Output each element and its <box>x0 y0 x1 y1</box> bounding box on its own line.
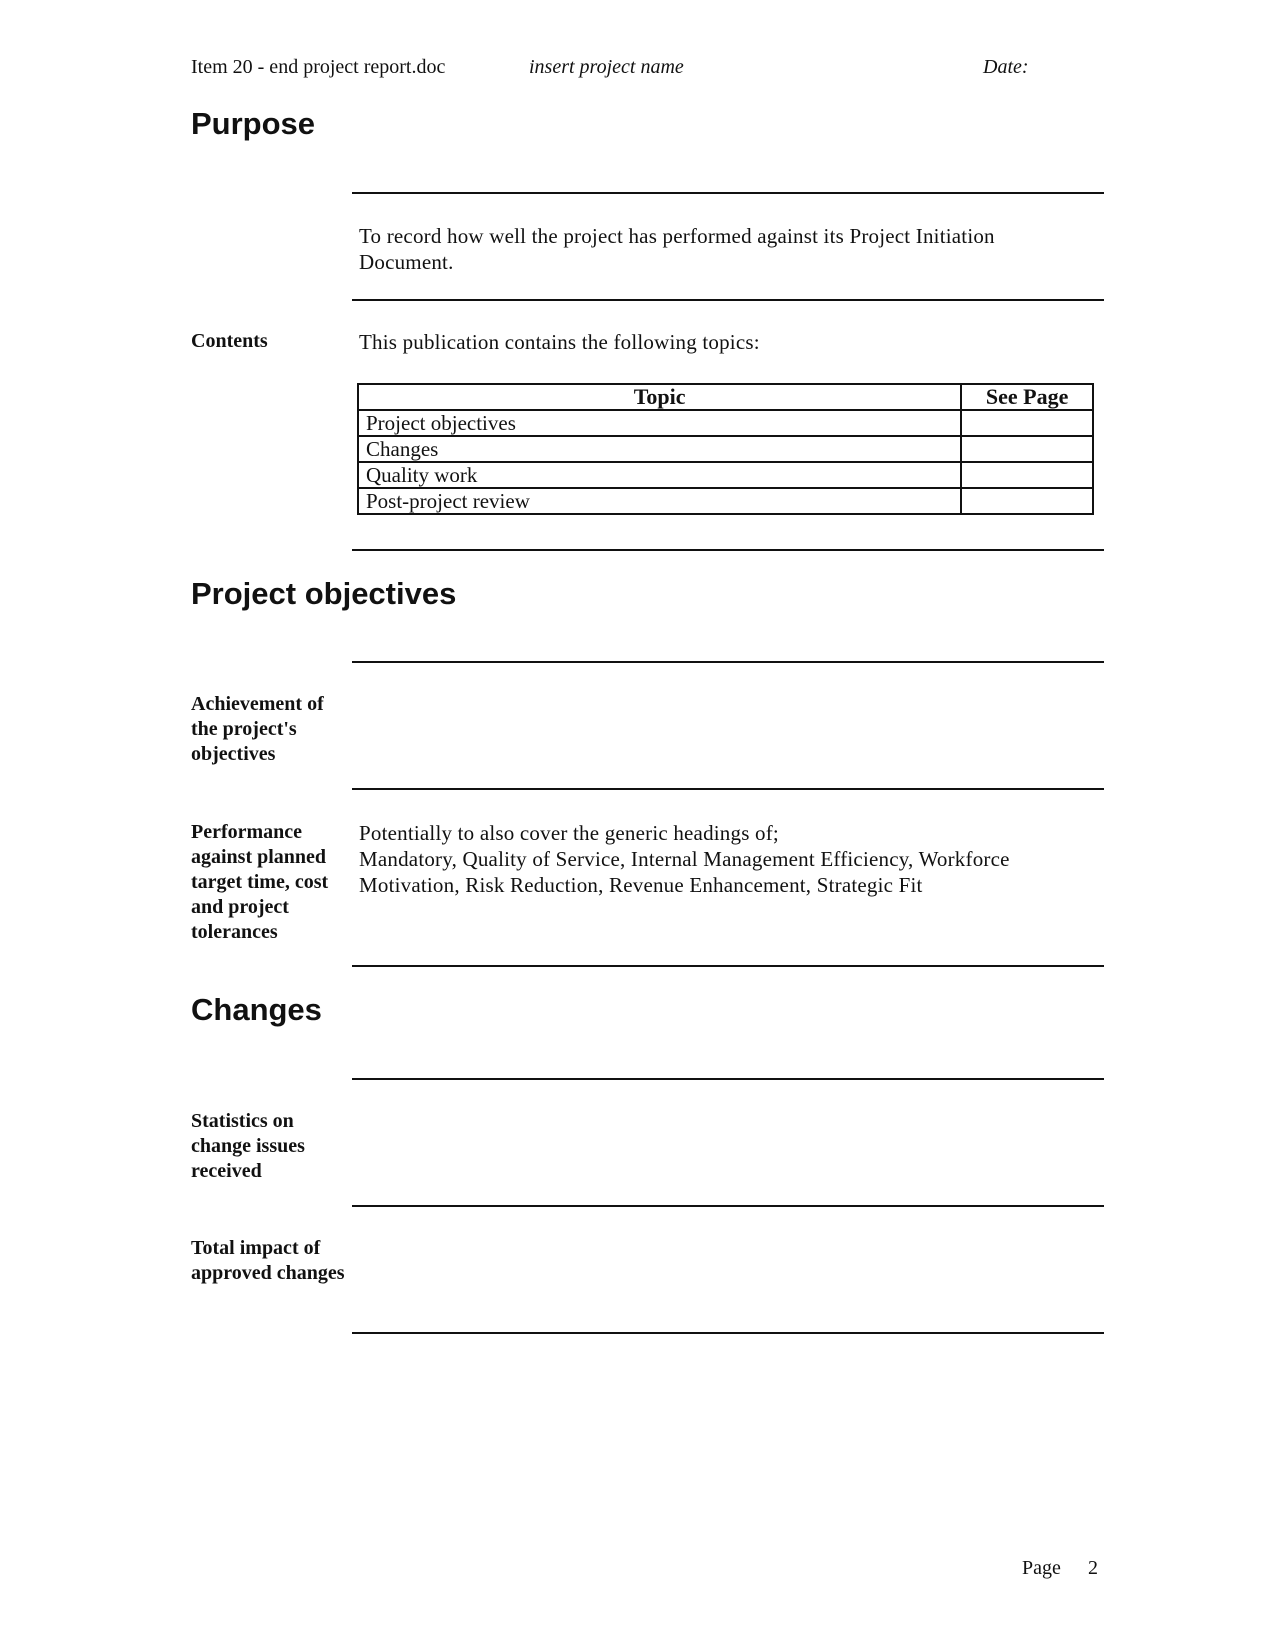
table-header-row <box>358 384 1093 410</box>
divider <box>352 788 1104 790</box>
header-filename: Item 20 - end project report.doc <box>191 56 446 78</box>
performance-line-2: Mandatory, Quality of Service, Internal Management Efficiency, Workforce Motivation, Risk Reduction, Revenue Enhancement, Strategic Fit <box>359 847 1010 897</box>
table-row <box>358 436 1093 462</box>
performance-label: Performance against planned target time, cost and project tolerances <box>191 821 329 943</box>
purpose-heading: Purpose <box>191 106 316 141</box>
topic-cell: Changes <box>358 436 961 462</box>
changes-heading: Changes <box>191 992 322 1027</box>
page-number: 2 <box>1088 1557 1098 1579</box>
table-row <box>358 488 1093 514</box>
page-cell <box>961 436 1093 462</box>
divider <box>352 299 1104 301</box>
achievement-label: Achievement of the project's objectives <box>191 693 324 765</box>
divider <box>352 549 1104 551</box>
statistics-label: Statistics on change issues received <box>191 1110 305 1182</box>
topic-cell: Quality work <box>358 462 961 488</box>
topic-cell: Project objectives <box>358 410 961 436</box>
contents-intro: This publication contains the following topics: <box>359 330 760 354</box>
page-label: Page <box>1022 1557 1061 1579</box>
topics-table <box>357 383 1094 515</box>
header-date-label: Date: <box>983 56 1029 78</box>
divider <box>352 1205 1104 1207</box>
page-cell <box>961 488 1093 514</box>
project-objectives-heading: Project objectives <box>191 576 457 611</box>
table-row <box>358 462 1093 488</box>
col-see-page-header: See Page <box>961 384 1093 410</box>
impact-label: Total impact of approved changes <box>191 1237 345 1284</box>
page-cell <box>961 462 1093 488</box>
contents-label: Contents <box>191 330 268 352</box>
topic-cell: Post-project review <box>358 488 961 514</box>
page-cell <box>961 410 1093 436</box>
performance-text <box>359 820 1079 898</box>
divider <box>352 965 1104 967</box>
header-project-name: insert project name <box>529 56 684 78</box>
purpose-text: To record how well the project has performed against its Project Initiation Document. <box>359 224 995 274</box>
divider <box>352 192 1104 194</box>
divider <box>352 1332 1104 1334</box>
divider <box>352 661 1104 663</box>
table-row <box>358 410 1093 436</box>
performance-line-1: Potentially to also cover the generic headings of; <box>359 821 779 845</box>
divider <box>352 1078 1104 1080</box>
col-topic-header: Topic <box>358 384 961 410</box>
